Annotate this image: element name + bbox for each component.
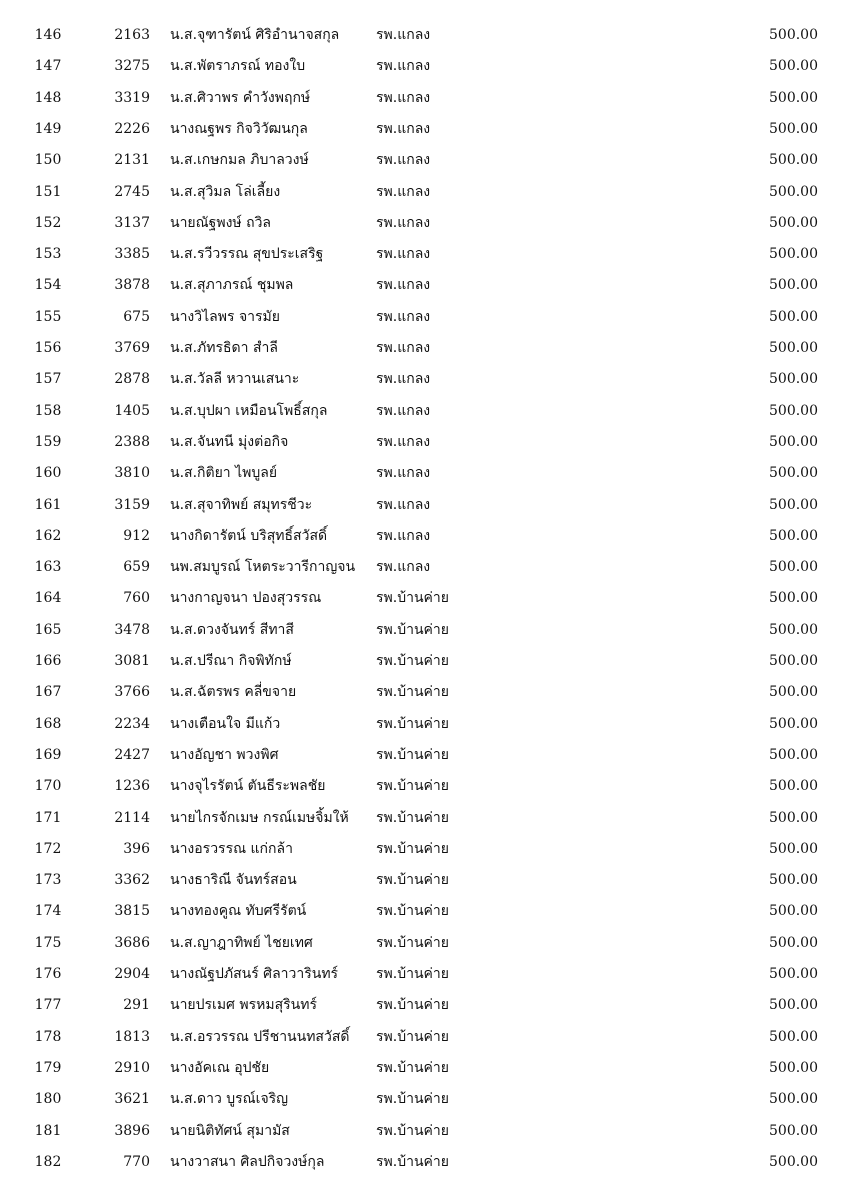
row-amount: 500.00 [769,590,818,607]
row-hospital: รพ.บ้านค่าย [376,1153,449,1170]
row-hospital: รพ.แกลง [376,496,431,513]
row-code: 396 [123,840,150,857]
row-code: 3878 [114,277,150,294]
row-name: นางกิดารัตน์ บริสุทธิ์สวัสดิ์ [170,527,328,544]
row-amount: 500.00 [769,1028,818,1045]
row-amount: 500.00 [769,966,818,982]
table-row [0,152,849,183]
row-amount: 500.00 [769,653,818,669]
row-code: 3621 [114,1091,150,1108]
row-amount: 500.00 [769,527,818,544]
table-row [0,184,849,215]
row-code: 3275 [114,58,150,75]
row-name: น.ส.ฉัตรพร คลี่ขจาย [170,684,297,701]
row-code: 1236 [114,778,150,795]
table-row [0,277,849,308]
row-code: 1813 [114,1028,150,1045]
row-hospital: รพ.บ้านค่าย [376,840,449,857]
row-amount: 500.00 [769,1091,818,1108]
row-amount: 500.00 [769,246,818,263]
row-hospital: รพ.แกลง [376,559,431,576]
row-hospital: รพ.บ้านค่าย [376,590,449,607]
table-row [0,465,849,496]
row-hospital: รพ.แกลง [376,465,431,482]
table-row [0,872,849,903]
row-hospital: รพ.แกลง [376,152,431,169]
table-row [0,27,849,58]
row-name: นายไกรจักเมษ กรณ์เมษจิ้มให้ [170,809,349,826]
row-amount: 500.00 [769,872,818,889]
row-number: 158 [34,402,62,419]
row-number: 181 [34,1122,62,1139]
row-code: 912 [123,527,150,544]
row-amount: 500.00 [769,559,818,576]
table-row [0,90,849,121]
row-code: 2226 [114,120,150,137]
row-name: นางเตือนใจ มีแก้ว [170,715,281,732]
row-name: นางจุไรรัตน์ ตันธีระพลชัย [170,778,326,795]
table-row [0,1091,849,1122]
row-hospital: รพ.บ้านค่าย [376,934,449,951]
row-code: 3137 [114,214,150,231]
row-amount: 500.00 [769,809,818,826]
row-hospital: รพ.บ้านค่าย [376,1028,449,1045]
row-name: นางทองคูณ ทับศรีรัตน์ [170,903,307,920]
row-name: น.ส.เกษกมล ภิบาลวงษ์ [170,152,309,169]
table-row [0,966,849,997]
row-number: 178 [34,1028,62,1045]
row-name: น.ส.สุภาภรณ์ ชุมพล [170,277,294,294]
row-amount: 500.00 [769,120,818,137]
table-row [0,215,849,246]
table-row [0,58,849,89]
row-number: 176 [34,966,62,982]
table-row [0,309,849,340]
row-hospital: รพ.แกลง [376,120,431,137]
row-name: นายนิติทัศน์ สุมามัส [170,1122,290,1139]
row-amount: 500.00 [769,214,818,231]
table-row [0,246,849,277]
row-code: 3686 [114,934,150,951]
row-code: 2131 [114,152,150,169]
row-number: 172 [34,840,62,857]
row-name: นางณฐพร กิจวิวัฒนกุล [170,120,308,137]
row-code: 2163 [114,27,150,43]
table-row [0,403,849,434]
row-amount: 500.00 [769,402,818,419]
row-amount: 500.00 [769,433,818,450]
table-row [0,810,849,841]
row-hospital: รพ.บ้านค่าย [376,809,449,826]
row-amount: 500.00 [769,778,818,795]
row-amount: 500.00 [769,1059,818,1076]
row-number: 155 [34,308,62,325]
row-number: 151 [34,183,62,200]
row-number: 164 [34,590,62,607]
row-hospital: รพ.แกลง [376,89,431,106]
row-amount: 500.00 [769,58,818,75]
row-number: 149 [34,120,62,137]
row-name: นางกาญจนา ปองสุวรรณ [170,590,322,607]
row-amount: 500.00 [769,903,818,920]
row-code: 2910 [114,1059,150,1076]
row-number: 147 [34,58,62,75]
row-hospital: รพ.บ้านค่าย [376,872,449,889]
table-row [0,716,849,747]
row-number: 167 [34,684,62,701]
row-amount: 500.00 [769,277,818,294]
row-amount: 500.00 [769,1122,818,1139]
table-row [0,684,849,715]
row-name: น.ส.พัตราภรณ์ ทองใบ [170,58,306,75]
row-name: น.ส.ดวงจันทร์ สีทาสี [170,621,294,638]
row-hospital: รพ.บ้านค่าย [376,621,449,638]
row-code: 770 [123,1153,150,1170]
row-name: นางธาริณี จันทร์สอน [170,872,297,889]
table-row [0,935,849,966]
row-hospital: รพ.บ้านค่าย [376,997,449,1014]
table-row [0,1123,849,1154]
row-hospital: รพ.แกลง [376,183,431,200]
row-number: 170 [34,778,62,795]
row-amount: 500.00 [769,496,818,513]
table-row [0,997,849,1028]
row-number: 174 [34,903,62,920]
table-row [0,559,849,590]
row-code: 3896 [114,1122,150,1139]
row-code: 2114 [114,809,150,826]
row-name: น.ส.สุจาทิพย์ สมุทรชีวะ [170,496,313,513]
row-amount: 500.00 [769,371,818,388]
row-name: น.ส.ศิวาพร คำวังพฤกษ์ [170,89,311,106]
table-row [0,653,849,684]
row-amount: 500.00 [769,746,818,763]
row-hospital: รพ.บ้านค่าย [376,1122,449,1139]
row-code: 659 [123,559,150,576]
row-hospital: รพ.บ้านค่าย [376,653,449,669]
row-number: 169 [34,746,62,763]
row-name: นางอัญชา พวงพิศ [170,746,279,763]
row-number: 182 [34,1153,62,1170]
row-code: 2388 [114,433,150,450]
row-hospital: รพ.แกลง [376,371,431,388]
row-hospital: รพ.แกลง [376,308,431,325]
row-number: 159 [34,433,62,450]
row-number: 157 [34,371,62,388]
table-row [0,747,849,778]
row-hospital: รพ.แกลง [376,433,431,450]
row-amount: 500.00 [769,997,818,1014]
row-number: 171 [34,809,62,826]
row-amount: 500.00 [769,183,818,200]
row-number: 165 [34,621,62,638]
row-amount: 500.00 [769,715,818,732]
row-amount: 500.00 [769,152,818,169]
row-hospital: รพ.แกลง [376,246,431,263]
row-number: 156 [34,340,62,356]
row-name: น.ส.อรวรรณ ปรีชานนทสวัสดิ์ [170,1028,350,1045]
row-name: นางอัคเณ อุปชัย [170,1059,270,1076]
row-hospital: รพ.บ้านค่าย [376,715,449,732]
row-name: นางวิไลพร จารมัย [170,308,280,325]
row-number: 166 [34,653,62,669]
row-name: นางณัฐปภัสนร์ ศิลาวารินทร์ [170,966,339,982]
row-code: 1405 [114,402,150,419]
row-number: 168 [34,715,62,732]
row-hospital: รพ.แกลง [376,58,431,75]
row-name: น.ส.ภัทรธิดา สำลี [170,340,278,356]
row-code: 760 [123,590,150,607]
row-hospital: รพ.แกลง [376,340,431,356]
row-amount: 500.00 [769,465,818,482]
row-code: 2745 [114,183,150,200]
row-code: 3081 [114,653,150,669]
row-name: น.ส.ปรีณา กิจพิทักษ์ [170,653,292,669]
row-hospital: รพ.บ้านค่าย [376,684,449,701]
row-amount: 500.00 [769,340,818,356]
row-amount: 500.00 [769,684,818,701]
row-name: นางวาสนา ศิลปกิจวงษ์กุล [170,1153,325,1170]
row-number: 179 [34,1059,62,1076]
row-number: 180 [34,1091,62,1108]
table-row [0,1029,849,1060]
row-code: 2234 [114,715,150,732]
row-name: น.ส.ดาว บูรณ์เจริญ [170,1091,289,1108]
row-code: 3159 [114,496,150,513]
row-code: 2878 [114,371,150,388]
row-hospital: รพ.บ้านค่าย [376,1091,449,1108]
row-amount: 500.00 [769,621,818,638]
row-name: น.ส.วัลลี หวานเสนาะ [170,371,300,388]
row-number: 146 [34,27,62,43]
table-row [0,121,849,152]
row-name: น.ส.จุฑารัตน์ ศิริอำนาจสกุล [170,27,340,43]
table-row [0,528,849,559]
row-code: 3385 [114,246,150,263]
row-amount: 500.00 [769,308,818,325]
row-number: 152 [34,214,62,231]
row-amount: 500.00 [769,840,818,857]
table-row [0,622,849,653]
table-row [0,778,849,809]
table-row [0,903,849,934]
row-number: 153 [34,246,62,263]
row-number: 148 [34,89,62,106]
row-number: 177 [34,997,62,1014]
table-row [0,841,849,872]
table-row [0,497,849,528]
row-number: 173 [34,872,62,889]
row-name: นายปรเมศ พรหมสุรินทร์ [170,997,317,1014]
row-name: นพ.สมบูรณ์ โหตระวารีกาญจน [170,559,356,576]
row-code: 3362 [114,872,150,889]
row-hospital: รพ.บ้านค่าย [376,966,449,982]
row-hospital: รพ.แกลง [376,27,431,43]
row-code: 2427 [114,746,150,763]
row-hospital: รพ.แกลง [376,214,431,231]
row-code: 3478 [114,621,150,638]
row-code: 675 [123,308,150,325]
row-amount: 500.00 [769,27,818,43]
row-name: น.ส.ญาฎาทิพย์ ไชยเทศ [170,934,313,951]
row-hospital: รพ.บ้านค่าย [376,903,449,920]
table-row [0,434,849,465]
row-hospital: รพ.บ้านค่าย [376,778,449,795]
row-amount: 500.00 [769,89,818,106]
row-code: 2904 [114,966,150,982]
row-amount: 500.00 [769,934,818,951]
row-number: 162 [34,527,62,544]
row-amount: 500.00 [769,1153,818,1170]
row-name: น.ส.บุปผา เหมือนโพธิ์สกุล [170,402,328,419]
row-code: 3815 [114,903,150,920]
row-number: 160 [34,465,62,482]
row-name: น.ส.รวีวรรณ สุขประเสริฐ [170,246,324,263]
row-name: น.ส.กิติยา ไพบูลย์ [170,465,278,482]
row-hospital: รพ.บ้านค่าย [376,746,449,763]
row-number: 175 [34,934,62,951]
row-number: 150 [34,152,62,169]
row-name: นายณัฐพงษ์ ถวิล [170,214,272,231]
table-row [0,371,849,402]
row-code: 291 [123,997,150,1014]
row-name: นางอรวรรณ แก่กล้า [170,840,293,857]
row-code: 3319 [114,89,150,106]
row-code: 3810 [114,465,150,482]
row-hospital: รพ.บ้านค่าย [376,1059,449,1076]
row-code: 3769 [114,340,150,356]
row-number: 163 [34,559,62,576]
row-hospital: รพ.แกลง [376,527,431,544]
row-hospital: รพ.แกลง [376,402,431,419]
row-code: 3766 [114,684,150,701]
row-hospital: รพ.แกลง [376,277,431,294]
table-row [0,1060,849,1091]
row-name: น.ส.จันทนี มุ่งต่อกิจ [170,433,289,450]
row-number: 161 [34,496,62,513]
row-name: น.ส.สุวิมล โล่เลี้ยง [170,183,281,200]
table-row [0,590,849,621]
table-row [0,340,849,371]
row-number: 154 [34,277,62,294]
table-row [0,1154,849,1185]
